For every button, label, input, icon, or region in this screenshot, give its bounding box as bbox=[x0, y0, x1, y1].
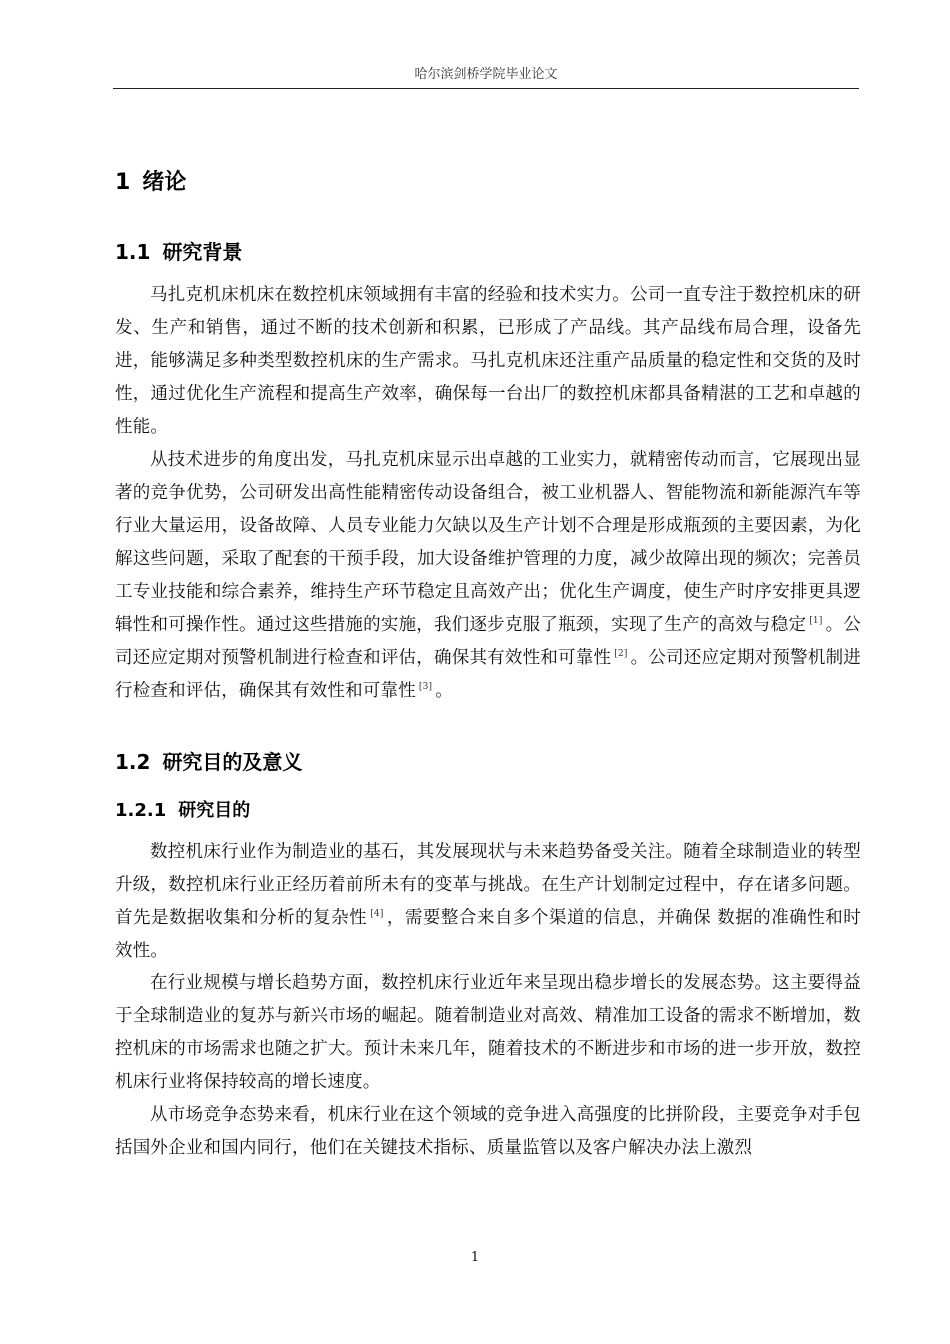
chapter-number: 1 bbox=[115, 170, 131, 195]
section-number: 1.2 bbox=[115, 750, 151, 774]
section-title: 研究目的及意义 bbox=[162, 750, 303, 774]
citation-ref[interactable]: [3] bbox=[418, 682, 433, 693]
paragraph-background-1: 马扎克机床机床在数控机床领域拥有丰富的经验和技术实力。公司一直专注于数控机床的研发、生产和销售，通过不断的技术创新和积累，已形成了产品线。其产品线布局合理，设备先进，能够满足多种类型数控机床的生产需求。马扎克机床还注重产品质量的稳定性和交货的及时性，通过优化生产流程和提高生产效率，确保每一台出厂的数控机床都具备精湛的工艺和卓越的性能。 bbox=[115, 285, 861, 437]
paragraph-purpose-2: 在行业规模与增长趋势方面，数控机床行业近年来呈现出稳步增长的发展态势。这主要得益于全球制造业的复苏与新兴市场的崛起。随着制造业对高效、精准加工设备的需求不断增加，数控机床的市场需求也随之扩大。预计未来几年，随着技术的不断进步和市场的进一步开放，数控机床行业将保持较高的增长速度。 bbox=[115, 973, 861, 1092]
header-rule bbox=[113, 88, 859, 89]
citation-ref[interactable]: [2] bbox=[614, 649, 628, 660]
subsection-number: 1.2.1 bbox=[115, 800, 167, 821]
subsection-heading-1-2-1 bbox=[115, 796, 250, 822]
running-header: 哈尔滨剑桥学院毕业论文 bbox=[414, 67, 558, 82]
paragraph-text: 。公司还应定期对预警机制进行检查和评估，确保其有效性和可靠性 bbox=[115, 648, 861, 701]
paragraph-text: 。 bbox=[435, 681, 453, 701]
section-number: 1.1 bbox=[115, 240, 151, 264]
paragraph-text: ，需要整合来自多个渠道的信息，并确保 数据的准确性和时效性。 bbox=[115, 908, 861, 961]
citation-ref[interactable]: [4] bbox=[370, 909, 384, 920]
paragraph-purpose-1 bbox=[115, 836, 861, 968]
page-number: 1 bbox=[470, 1250, 480, 1265]
paragraph-text: 从技术进步的角度出发，马扎克机床显示出卓越的工业实力，就精密传动而言，它展现出显著的竞争优势，公司研发出高性能精密传动设备组合，被工业机器人、智能物流和新能源汽车等行业大量运用，设备故障、人员专业能力欠缺以及生产计划不合理是形成瓶颈的主要因素，为化解这些问题，采取了配套的干预手段，加大设备维护管理的力度，减少故障出现的频次；完善员工专业技能和综合素养，维持生产环节稳定且高效产出；优化生产调度，使生产时序安排更具逻辑性和可操作性。通过这些措施的实施，我们逐步克服了瓶颈，实现了生产的高效与稳定 bbox=[115, 450, 861, 635]
chapter-heading bbox=[115, 165, 186, 196]
paragraph-background-2 bbox=[115, 444, 861, 708]
section-title: 研究背景 bbox=[162, 240, 243, 264]
paragraph-purpose-3: 从市场竞争态势来看，机床行业在这个领域的竞争进入高强度的比拼阶段，主要竞争对手包括国外企业和国内同行，他们在关键技术指标、质量监管以及客户解决办法上激烈 bbox=[115, 1105, 861, 1158]
chapter-title: 绪论 bbox=[142, 170, 187, 195]
section-heading-1-1 bbox=[115, 236, 242, 265]
subsection-title: 研究目的 bbox=[178, 800, 251, 821]
paragraph-text: 数控机床行业作为制造业的基石，其发展现状与未来趋势备受关注。随着全球制造业的转型升级，数控机床行业正经历着前所未有的变革与挑战。在生产计划制定过程中，存在诸多问题。首先是数据收集和分析的复杂性 bbox=[115, 842, 861, 928]
paragraph-text: 。公司还应定期对预警机制进行检查和评估，确保其有效性和可靠性 bbox=[115, 615, 862, 668]
section-heading-1-2 bbox=[115, 746, 302, 775]
citation-ref[interactable]: [1] bbox=[809, 616, 823, 627]
